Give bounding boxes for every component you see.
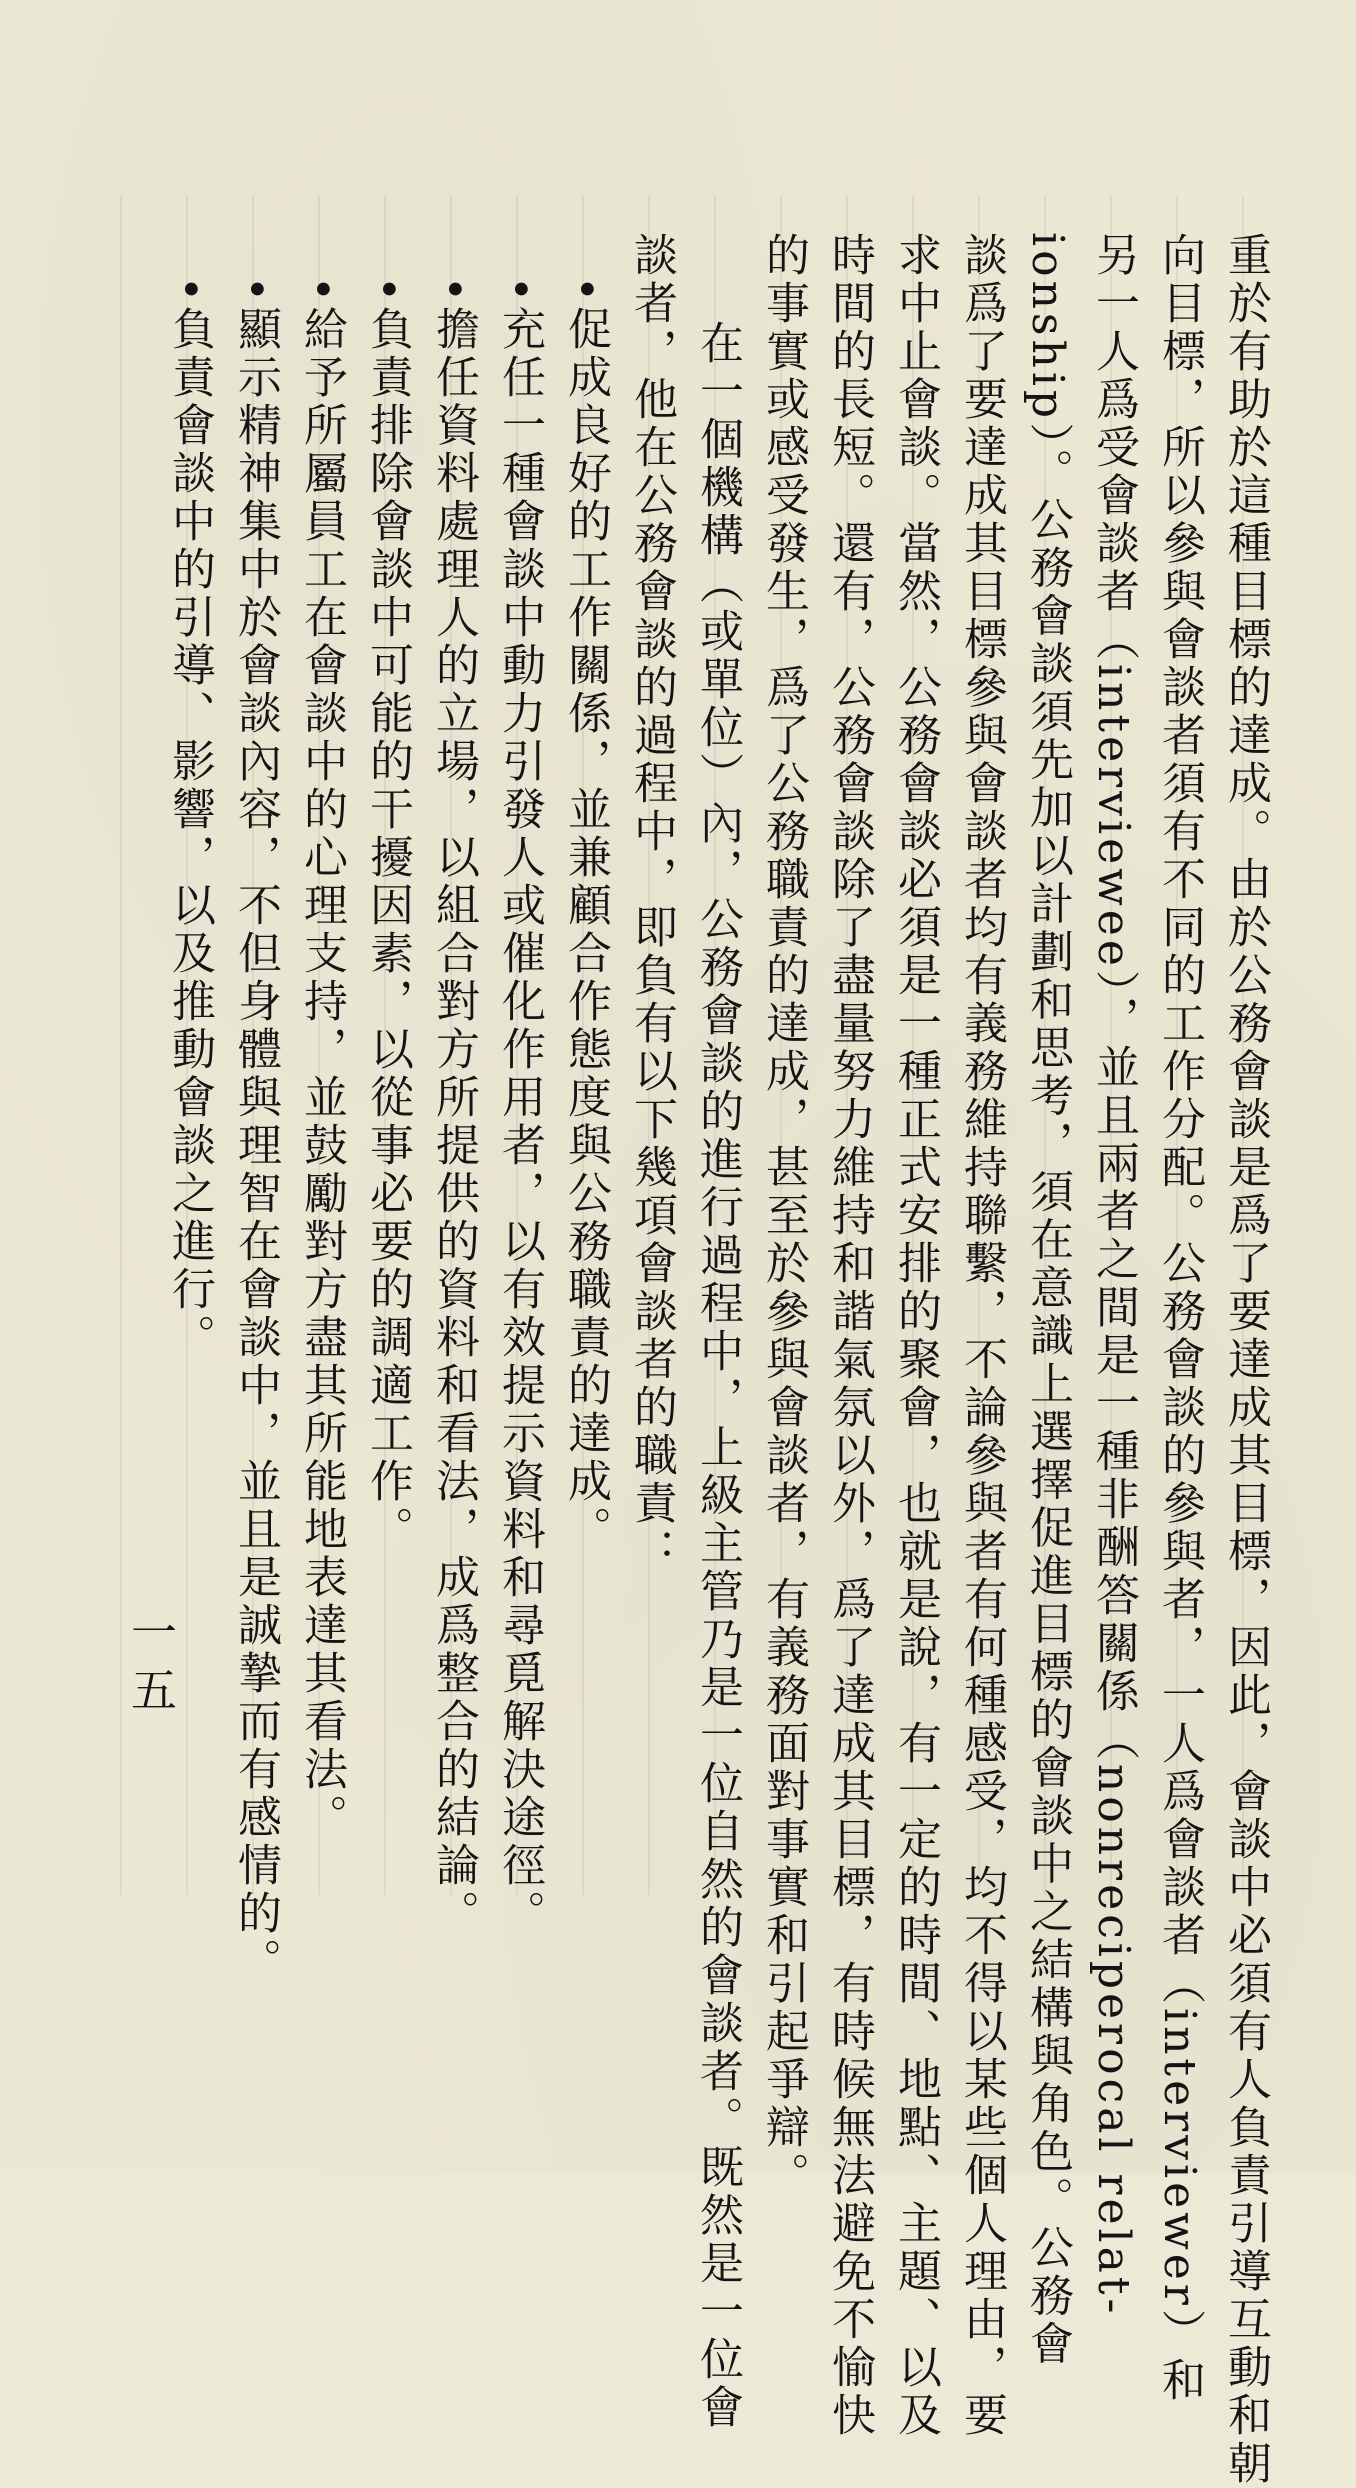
- text-line: 的事實或感受發生，爲了公務職責的達成，甚至於參與會談者，有義務面對事實和引起爭辯。: [758, 232, 809, 2200]
- bullet-item: •充任一種會談中動力引發人或催化作用者，以有效提示資料和尋覓解決途徑。: [494, 276, 545, 1938]
- page-number: 一五: [124, 1608, 178, 1724]
- text-line: 另一人爲受會談者（interviewee），並且兩者之間是一種非酬答關係（nonreciperocal relat-: [1088, 232, 1139, 2318]
- text-line: 向目標，所以參與會談者須有不同的工作分配。公務會談的參與者，一人爲會談者（interviewer）和: [1154, 232, 1205, 2405]
- text-line: ionship）。公務會談須先加以計劃和思考，須在意識上選擇促進目標的會談中之結構與角色。公務會: [1022, 232, 1073, 2369]
- text-line: 談爲了要達成其目標參與會談者均有義務維持聯繫，不論參與者有何種感受，均不得以某些個人理由，要: [956, 232, 1007, 2440]
- bullet-item: •負責會談中的引導、影響，以及推動會談之進行。: [164, 276, 215, 1362]
- bullet-item: •負責排除會談中可能的干擾因素，以從事必要的調適工作。: [362, 276, 413, 1554]
- text-line: 談者，他在公務會談的過程中，即負有以下幾項會談者的職責：: [626, 232, 677, 1576]
- bullet-item: •促成良好的工作關係，並兼顧合作態度與公務職責的達成。: [560, 276, 611, 1554]
- paragraph-start-line: 在一個機構（或單位）內，公務會談的進行過程中，上級主管乃是一位自然的會談者。既然是一位會: [692, 320, 743, 2432]
- text-line: 求中止會談。當然，公務會談必須是一種正式安排的聚會，也就是說，有一定的時間、地點、主題、以及: [890, 232, 941, 2440]
- text-line: 時間的長短。還有，公務會談除了盡量努力維持和諧氣氛以外，爲了達成其目標，有時候無法避免不愉快: [824, 232, 875, 2440]
- bullet-item: •顯示精神集中於會談內容，不但身體與理智在會談中，並且是誠摯而有感情的。: [230, 276, 281, 1986]
- text-line: 重於有助於這種目標的達成。由於公務會談是爲了要達成其目標，因此，會談中必須有人負責引導互動和朝: [1220, 232, 1271, 2488]
- vertical-text-body: [156, 232, 1278, 2488]
- bullet-item: •給予所屬員工在會談中的心理支持，並鼓勵對方盡其所能地表達其看法。: [296, 276, 347, 1842]
- bullet-item: •擔任資料處理人的立場，以組合對方所提供的資料和看法，成爲整合的結論。: [428, 276, 479, 1938]
